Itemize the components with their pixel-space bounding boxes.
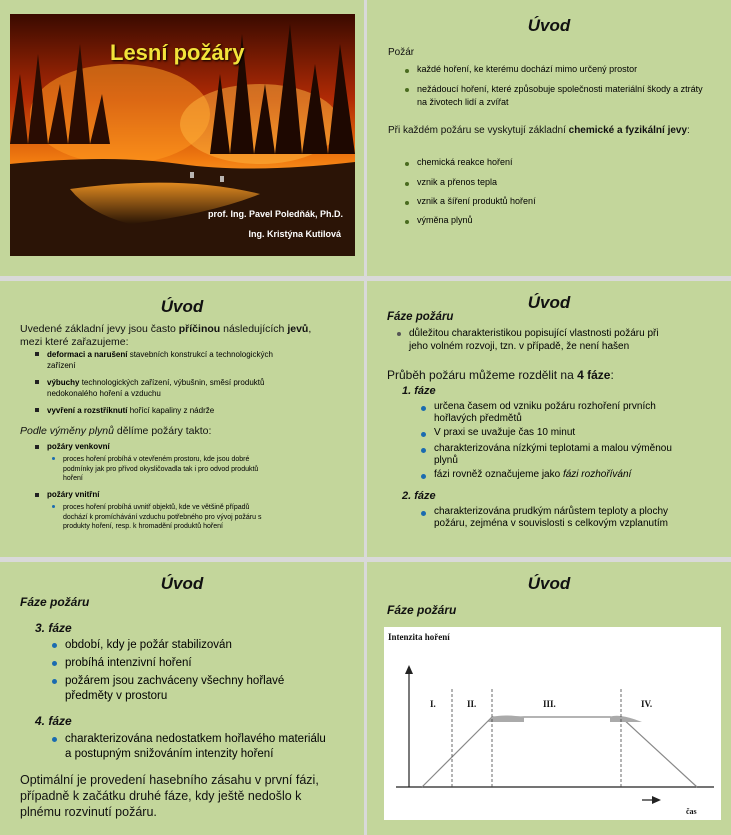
list-item [421, 427, 575, 439]
list-item [405, 157, 513, 167]
list-item [52, 674, 284, 704]
podle-line: Podle výměny plynů dělíme požáry takto: [20, 425, 212, 437]
list-item-text: chemická reakce hoření [417, 157, 513, 167]
bullet-icon [421, 448, 426, 453]
phase-4-heading: 4. fáze [35, 714, 72, 728]
list-item-text: požáry vnitřní [47, 490, 100, 499]
phases-diagram [384, 627, 721, 820]
bullet-icon [52, 661, 57, 666]
bullet-icon [35, 408, 39, 412]
list-item-text: výbuchy technologických zařízení, výbušnin, směsí produktů nedokonalého hoření a vzduchu [47, 378, 265, 398]
slide-title [0, 0, 364, 276]
bullet-icon [405, 220, 409, 224]
list-item [405, 83, 705, 109]
curve-decay [621, 717, 697, 787]
phase-label-3: III. [543, 699, 556, 709]
prubeh-line: Průběh požáru můžeme rozdělit na 4 fáze: [387, 368, 614, 382]
subtitle: Fáze požáru [387, 603, 457, 617]
phase-2-heading: 2. fáze [402, 490, 436, 502]
list-item-text: důležitou charakteristikou popisující vlastnosti požáru při jeho volném rozvoji, tzn. v případě, že není hašen [409, 328, 659, 352]
list-item [421, 401, 711, 425]
bullet-icon [52, 505, 55, 508]
phase-3-heading: 3. fáze [35, 621, 72, 635]
curve-rise [422, 717, 492, 787]
list-item-text: charakterizována nízkými teplotami a malou výměnou plynů [434, 443, 672, 466]
subtitle: Fáze požáru [387, 311, 454, 323]
text: Uvedené základní jevy jsou často [20, 323, 179, 335]
list-item-text: vznik a šíření produktů hoření [417, 196, 536, 206]
presentation-title: Lesní požáry [110, 40, 245, 65]
list-item [421, 469, 631, 481]
bullet-icon [405, 88, 409, 92]
sub-list-item [52, 455, 352, 484]
list-item [405, 64, 715, 74]
slide-title: Úvod [527, 293, 571, 312]
phase-transition-shading [610, 716, 642, 722]
para-bold: chemické a fyzikální jevy [568, 125, 688, 136]
bullet-icon [405, 201, 409, 205]
bold-text: jevů [287, 323, 309, 335]
forest-fire-photo [10, 14, 355, 256]
list-item [405, 177, 497, 187]
list-item-text: výměna plynů [417, 215, 473, 225]
intro-paragraph [20, 323, 355, 349]
paragraph-jevy [388, 124, 708, 138]
arrow-up-icon [405, 665, 413, 674]
x-axis-label: čas [686, 807, 697, 816]
slide-intro-1 [367, 0, 731, 276]
bullet-icon [405, 162, 409, 166]
list-item [52, 656, 192, 671]
closing-paragraph: Optimální je provedení hasebního zásahu v první fázi, případně k začátku druhé fáze, kdy ještě nedošlo k plnému rozvinutí požáru. [20, 773, 319, 819]
list-item-text: deformaci a narušení stavebních konstrukcí a technologických zařízení [47, 350, 273, 370]
slide-title: Úvod [527, 574, 571, 593]
slide-title: Úvod [160, 574, 204, 593]
bullet-icon [35, 493, 39, 497]
list-item-text: proces hoření probíhá uvnitř objektů, kde ve většině případů dochází k promíchávání vzduchu potřebného pro vývoj požáru s produkty hoření, resp. k hromadění produktů hoření [63, 504, 262, 530]
bullet-icon [35, 352, 39, 356]
slide-phases-1 [367, 281, 731, 557]
bullet-icon [52, 737, 57, 742]
list-item-text: požárem jsou zachváceny všechny hořlavé předměty v prostoru [65, 675, 285, 702]
list-item-text: požáry venkovní [47, 442, 110, 451]
list-item-text: určena časem od vzniku požáru rozhoření prvních hořlavých předmětů [434, 401, 656, 424]
para-text: Při každém požáru se vyskytují základní [388, 125, 569, 136]
list-item [405, 215, 473, 225]
list-item [35, 490, 99, 499]
slide-title: Úvod [527, 16, 571, 35]
list-item-text: období, kdy je požár stabilizován [65, 639, 232, 651]
list-item [52, 732, 357, 762]
heading-pozar: Požár [388, 47, 415, 58]
arrow-right-icon [652, 796, 661, 804]
sub-list-item [52, 503, 352, 532]
list-item-text: probíhá intenzivní hoření [65, 657, 192, 669]
list-item [52, 638, 232, 653]
subtitle: Fáze požáru [20, 595, 90, 609]
phase-label-4: IV. [641, 699, 653, 709]
bullet-icon [35, 380, 39, 384]
bullet-icon [52, 679, 57, 684]
list-item [405, 196, 536, 206]
phase-1-heading: 1. fáze [402, 385, 436, 397]
phases-diagram-svg [384, 627, 721, 820]
author-2: Ing. Kristýna Kutilová [248, 229, 341, 239]
slide-title: Úvod [160, 297, 204, 316]
text: mezi které zařazujeme: [20, 336, 129, 348]
list-item-text: charakterizována prudkým nárůstem teploty a plochy požáru, zejména v souvislosti s celkovým vzplanutím [434, 506, 669, 529]
bullet-icon [405, 182, 409, 186]
bullet-icon [52, 457, 55, 460]
slide-intro-2 [0, 281, 364, 557]
phase-label-1: I. [430, 699, 436, 709]
list-item-text: nežádoucí hoření, které způsobuje společnosti materiální škody a ztráty na životech lidí a zvířat [417, 84, 703, 107]
list-item-text: fázi rovněž označujeme jako fázi rozhořívání [434, 469, 632, 480]
author-1: prof. Ing. Pavel Poledňák, Ph.D. [207, 209, 343, 219]
text: následujících [220, 323, 288, 335]
list-item-text: proces hoření probíhá v otevřeném prostoru, kde jsou dobré podmínky jak pro přívod okysličovadla tak i pro odvod produktů hoření [63, 456, 259, 482]
bullet-icon [405, 69, 409, 73]
bullet-icon [421, 432, 426, 437]
slide-phases-2 [0, 562, 364, 835]
y-axis-label: Intenzita hoření [388, 632, 450, 642]
list-item [421, 443, 711, 467]
bullet-icon [421, 511, 426, 516]
bullet-icon [35, 445, 39, 449]
list-item-text: V praxi se uvažuje čas 10 minut [434, 427, 576, 438]
list-item [35, 377, 345, 399]
list-item [35, 349, 345, 371]
list-item [35, 405, 345, 416]
bullet-icon [421, 406, 426, 411]
list-item-text: každé hoření, ke kterému dochází mimo určený prostor [417, 64, 638, 74]
list-item-text: vyvření a rozstříknutí hořící kapaliny z nádrže [47, 406, 215, 415]
list-item [421, 506, 716, 530]
list-item-text: charakterizována nedostatkem hořlavého materiálu a postupným snižováním intenzity hoření [65, 733, 326, 760]
bold-text: příčinou [178, 323, 221, 335]
list-item [35, 442, 110, 451]
list-item-text: vznik a přenos tepla [417, 177, 498, 187]
phase-label-2: II. [467, 699, 477, 709]
bullet-icon [397, 332, 401, 336]
text: , [308, 323, 312, 335]
slide-phases-chart [367, 562, 731, 835]
list-item [397, 327, 717, 353]
bullet-icon [421, 474, 426, 479]
para-text: : [687, 125, 690, 136]
bullet-icon [52, 643, 57, 648]
